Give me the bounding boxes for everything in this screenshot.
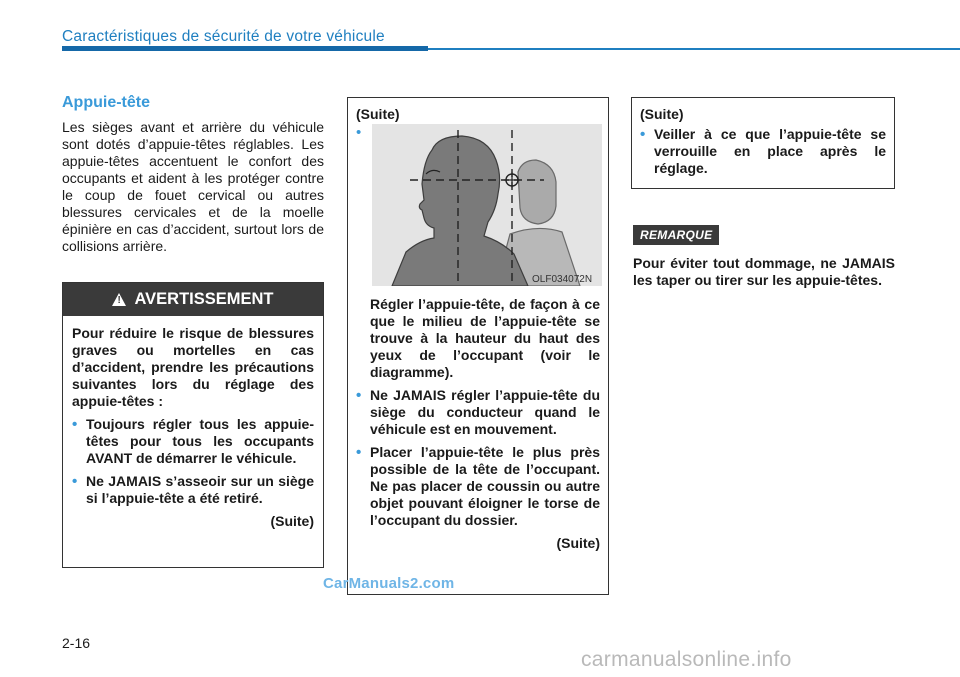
watermark-left[interactable]: CarManuals2.com xyxy=(323,575,455,592)
warning-lead: Pour réduire le risque de blessures graves ou mortelles en cas d’accident, prendre les précautions suivantes lors du réglage des appuie-têtes : xyxy=(72,325,314,409)
middle-bullet: • Ne JAMAIS régler l’appuie-tête du siège du conducteur quand le véhicule est en mouvement. xyxy=(356,387,600,438)
warning-header xyxy=(63,283,323,316)
headrest-figure xyxy=(372,124,602,286)
watermark-right[interactable]: carmanualsonline.info xyxy=(581,648,792,671)
middle-label: (Suite) xyxy=(356,106,400,122)
middle-bullet: • Placer l’appuie-tête le plus près possible de la tête de l’occupant. Ne pas placer de coussin ou autre objet pouvant éloigner le torse de l’occupant du dossier. xyxy=(356,444,600,529)
headrest-illustration xyxy=(372,124,602,286)
middle-list xyxy=(356,387,600,529)
warning-icon: ! xyxy=(112,293,126,306)
middle-bullet-continuation: Régler l’appuie-tête, de façon à ce que le milieu de l’appuie-tête se trouve à la hauteur du haut des yeux de l’occupant (voir le diagramme). xyxy=(370,296,600,380)
remark-label: REMARQUE xyxy=(633,225,719,245)
right-box xyxy=(631,97,895,189)
warning-body xyxy=(63,316,323,530)
header-bar-dark xyxy=(62,46,428,51)
headrest-shape xyxy=(518,160,556,224)
middle-text xyxy=(356,296,600,552)
warning-continued: (Suite) xyxy=(270,513,314,529)
middle-continued: (Suite) xyxy=(556,535,600,551)
header-title: Caractéristiques de sécurité de votre véhicule xyxy=(62,28,385,45)
warning-heading: AVERTISSEMENT xyxy=(134,290,274,308)
warning-list xyxy=(72,416,314,507)
intro-paragraph: Les sièges avant et arrière du véhicule sont dotés d’appuie-têtes réglables. Les appuie-têtes accentuent le confort des occupants et aident à les protéger contre le coup de fouet cervical ou autres blessures cervicales et de la moelle épinière en cas d’accident, surtout lors de collisions arrière. xyxy=(62,119,324,254)
right-list xyxy=(640,126,886,177)
page-number: 2-16 xyxy=(62,635,91,651)
header-bar-light xyxy=(428,48,960,50)
warning-bullet: • Toujours régler tous les appuie-têtes pour tous les occupants AVANT de démarrer le véhicule. xyxy=(72,416,314,467)
right-bullet: • Veiller à ce que l’appuie-tête se verrouille en place après le réglage. xyxy=(640,126,886,177)
right-label: (Suite) xyxy=(640,106,684,122)
middle-box xyxy=(347,97,609,595)
figure-code: OLF034072N xyxy=(532,274,593,285)
remark-text: Pour éviter tout dommage, ne JAMAIS les taper ou tirer sur les appuie-têtes. xyxy=(633,255,895,288)
warning-bullet: • Ne JAMAIS s’asseoir sur un siège si l’appuie-tête a été retiré. xyxy=(72,473,314,507)
warning-box xyxy=(62,282,324,568)
section-title: Appuie-tête xyxy=(62,94,150,111)
